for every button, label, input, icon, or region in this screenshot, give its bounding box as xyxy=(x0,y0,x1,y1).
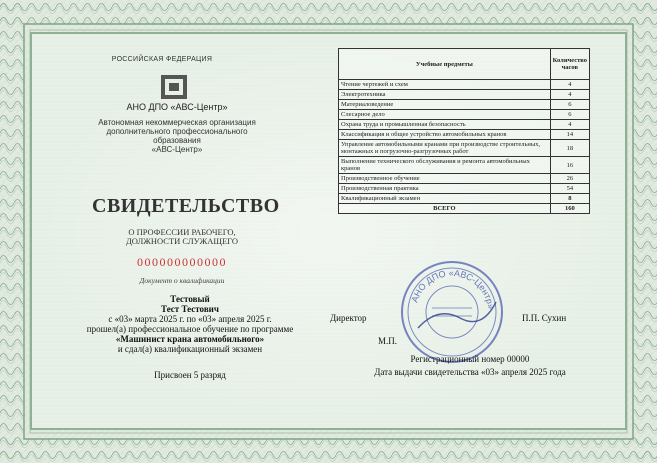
subject-hours: 54 xyxy=(550,184,589,194)
subject-name: Охрана труда и промышленная безопасность xyxy=(339,120,551,130)
table-row xyxy=(339,140,590,157)
serial-number: 000000000000 xyxy=(137,255,227,269)
org-full-line: «АВС-Центр» xyxy=(151,145,203,154)
issue-date: Дата выдачи свидетельства «03» апреля 2025 года xyxy=(374,367,566,377)
seal-placeholder: М.П. xyxy=(378,336,398,346)
subject-hours: 6 xyxy=(550,100,589,110)
table-row xyxy=(339,120,590,130)
subjects-table xyxy=(338,48,590,214)
organization-logo-icon xyxy=(160,74,188,100)
subject-hours: 4 xyxy=(550,90,589,100)
table-total-row xyxy=(339,204,590,214)
table-row xyxy=(339,130,590,140)
subject-hours: 8 xyxy=(550,194,589,204)
svg-text:АНО ДПО «АВС-Центр» xyxy=(409,268,495,310)
director-name: П.П. Сухин xyxy=(522,313,567,323)
table-row xyxy=(339,194,590,204)
table-row xyxy=(339,184,590,194)
training-period: с «03» марта 2025 г. по «03» апреля 2025 г. xyxy=(108,314,272,324)
table-row xyxy=(339,80,590,90)
training-statement: прошел(а) профессиональное обучение по программе xyxy=(86,324,294,334)
subject-hours: 4 xyxy=(550,120,589,130)
country-label: РОССИЙСКАЯ ФЕДЕРАЦИЯ xyxy=(111,56,213,63)
org-full-line: Автономная некоммерческая организация xyxy=(98,118,256,127)
subject-hours: 26 xyxy=(550,174,589,184)
program-name: «Машинист крана автомобильного» xyxy=(115,334,265,344)
subject-name: Квалификационный экзамен xyxy=(339,194,551,204)
holder-name: Тест Тестович xyxy=(161,304,219,314)
subject-hours: 14 xyxy=(550,130,589,140)
subject-name: Производственная практика xyxy=(339,184,551,194)
document-type-note: Документ о квалификации xyxy=(139,276,225,285)
table-row xyxy=(339,157,590,174)
subject-hours: 6 xyxy=(550,110,589,120)
table-row xyxy=(339,100,590,110)
subject-hours: 4 xyxy=(550,80,589,90)
assigned-rank: Присвоен 5 разряд xyxy=(154,370,226,380)
table-row xyxy=(339,174,590,184)
subject-name: Материаловедение xyxy=(339,100,551,110)
stamp-text: АНО ДПО «АВС-Центр» xyxy=(409,267,496,310)
subject-name: Производственное обучение xyxy=(339,174,551,184)
certificate-subtitle xyxy=(92,228,272,246)
subjects-table-body xyxy=(339,80,590,214)
total-hours: 160 xyxy=(550,204,589,214)
table-header-row xyxy=(339,49,590,80)
table-row xyxy=(339,110,590,120)
subject-name: Электротехника xyxy=(339,90,551,100)
header-subjects: Учебные предметы xyxy=(339,49,551,80)
holder-surname: Тестовый xyxy=(170,294,210,304)
certificate-title: СВИДЕТЕЛЬСТВО xyxy=(92,195,280,217)
subject-name: Управление автомобильными кранами при производстве строительных, монтажных и погрузочно-разгрузочных работ xyxy=(339,140,551,157)
subject-hours: 18 xyxy=(550,140,589,157)
subject-name: Слесарное дело xyxy=(339,110,551,120)
subject-name: Выполнение технического обслуживания и ремонта автомобильных кранов xyxy=(339,157,551,174)
total-label: ВСЕГО xyxy=(339,204,551,214)
holder-block xyxy=(60,294,320,354)
exam-statement: и сдал(а) квалификационный экзамен xyxy=(117,344,263,354)
subtitle-line: О ПРОФЕССИИ РАБОЧЕГО, xyxy=(128,227,236,237)
registration-number: Регистрационный номер 00000 xyxy=(410,354,530,364)
organization-short-name: АНО ДПО «АВС-Центр» xyxy=(126,102,228,112)
table-row xyxy=(339,90,590,100)
header-hours: Количество часов xyxy=(550,49,589,80)
subject-name: Чтение чертежей и схем xyxy=(339,80,551,90)
subtitle-line: ДОЛЖНОСТИ СЛУЖАЩЕГО xyxy=(125,236,238,246)
org-full-line: дополнительного профессионального образования xyxy=(106,127,248,145)
official-stamp xyxy=(398,258,506,366)
organization-full-name xyxy=(82,118,272,154)
subject-name: Классификация и общее устройство автомобильных кранов xyxy=(339,130,551,140)
director-label: Директор xyxy=(330,313,367,323)
subject-hours: 16 xyxy=(550,157,589,174)
